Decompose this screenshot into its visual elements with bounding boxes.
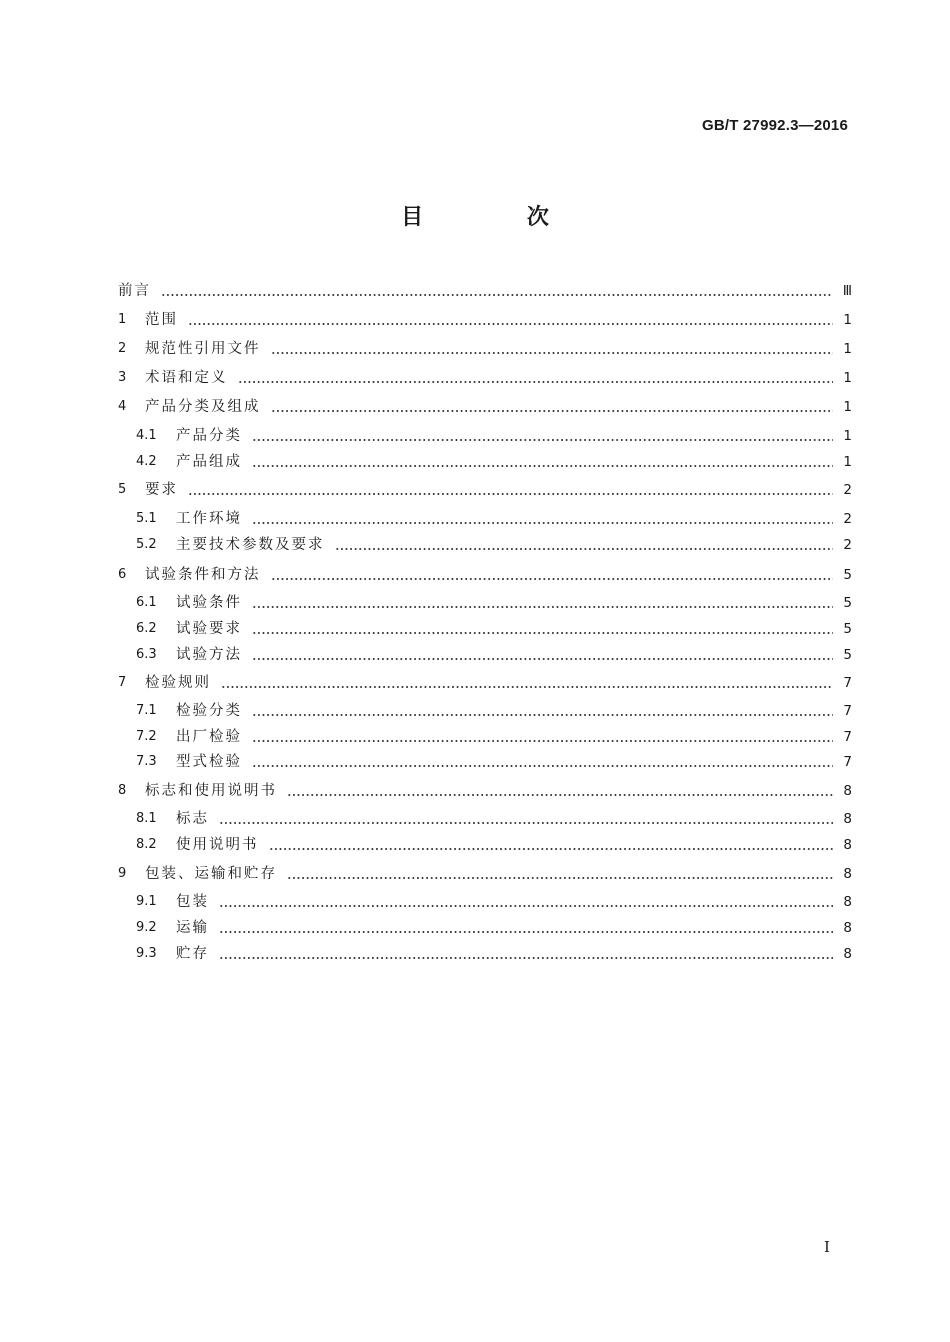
toc-entry-label: 术语和定义 [145, 370, 228, 386]
dot-leader [287, 877, 833, 879]
dot-leader [252, 439, 833, 441]
toc-entry-page: 7 [843, 675, 852, 691]
dot-leader [221, 686, 833, 688]
dot-leader [252, 740, 833, 742]
toc-entry-label: 前言 [118, 283, 151, 299]
toc-entry-page: 1 [843, 454, 852, 470]
toc-entry-label: 包装 [176, 894, 209, 910]
toc-entry-number: 5 [118, 482, 127, 497]
toc-entry-label: 试验条件和方法 [145, 567, 261, 583]
toc-entry[interactable] [118, 336, 852, 358]
toc-entry-page: 7 [843, 754, 852, 770]
toc-entry[interactable] [136, 616, 852, 638]
toc-entry[interactable] [136, 915, 852, 937]
dot-leader [287, 794, 833, 796]
toc-entry-page: 5 [843, 647, 852, 663]
dot-leader [271, 352, 834, 354]
dot-leader [271, 578, 834, 580]
dot-leader [188, 323, 833, 325]
toc-entry-number: 3 [118, 370, 127, 385]
toc-entry-label: 检验规则 [145, 675, 211, 691]
dot-leader [188, 493, 833, 495]
toc-entry-page: 1 [843, 428, 852, 444]
toc-entry[interactable] [118, 307, 852, 329]
toc-entry-label: 试验方法 [176, 647, 242, 663]
toc-entry-number: 7.1 [136, 703, 157, 718]
toc-entry-page: 8 [843, 894, 852, 910]
toc-entry-label: 贮存 [176, 946, 209, 962]
toc-entry-number: 4.1 [136, 428, 157, 443]
toc-entry-page: 2 [843, 511, 852, 527]
toc-entry-number: 4 [118, 399, 127, 414]
toc-entry-number: 8 [118, 783, 127, 798]
toc-entry[interactable] [118, 278, 852, 300]
dot-leader [252, 465, 833, 467]
toc-entry-page: 8 [843, 946, 852, 962]
toc-entry[interactable] [118, 365, 852, 387]
toc-entry-page: 5 [843, 621, 852, 637]
page-title: 目 次 [401, 205, 597, 230]
toc-entry-number: 5.2 [136, 537, 157, 552]
toc-entry-page: 8 [843, 866, 852, 882]
toc-entry-number: 7.3 [136, 754, 157, 769]
dot-leader [252, 765, 833, 767]
toc-entry-number: 4.2 [136, 454, 157, 469]
footer-page-number: I [824, 1238, 830, 1256]
toc-entry[interactable] [118, 778, 852, 800]
toc-entry[interactable] [136, 749, 852, 771]
toc-entry-page: 7 [843, 703, 852, 719]
dot-leader [252, 658, 833, 660]
toc-entry[interactable] [136, 806, 852, 828]
dot-leader [219, 957, 833, 959]
toc-entry-page: 8 [843, 783, 852, 799]
toc-entry-label: 规范性引用文件 [145, 341, 261, 357]
toc-entry-label: 主要技术参数及要求 [176, 537, 325, 553]
toc-entry-page: 1 [843, 399, 852, 415]
toc-entry-page: 1 [843, 370, 852, 386]
toc-entry[interactable] [136, 832, 852, 854]
toc-entry[interactable] [136, 724, 852, 746]
dot-leader [252, 522, 833, 524]
toc-entry-number: 7 [118, 675, 127, 690]
dot-leader [252, 606, 833, 608]
toc-entry-number: 8.2 [136, 837, 157, 852]
toc-entry[interactable] [118, 477, 852, 499]
toc-entry-page: Ⅲ [842, 283, 852, 299]
toc-entry-label: 标志和使用说明书 [145, 783, 277, 799]
toc-entry-label: 要求 [145, 482, 178, 498]
toc-entry[interactable] [136, 889, 852, 911]
toc-entry-number: 9.2 [136, 920, 157, 935]
toc-entry-number: 6.3 [136, 647, 157, 662]
dot-leader [335, 548, 834, 550]
toc-entry-number: 2 [118, 341, 127, 356]
dot-leader [269, 848, 834, 850]
toc-entry-number: 6.2 [136, 621, 157, 636]
toc-entry-number: 6.1 [136, 595, 157, 610]
toc-entry[interactable] [136, 698, 852, 720]
toc-entry-label: 型式检验 [176, 754, 242, 770]
toc-entry-label: 检验分类 [176, 703, 242, 719]
dot-leader [219, 905, 833, 907]
toc-entry-page: 1 [843, 341, 852, 357]
toc-entry-number: 7.2 [136, 729, 157, 744]
toc-entry-number: 5.1 [136, 511, 157, 526]
toc-entry[interactable] [118, 861, 852, 883]
toc-entry-label: 试验条件 [176, 595, 242, 611]
toc-entry-page: 2 [843, 537, 852, 553]
standard-code: GB/T 27992.3—2016 [702, 117, 848, 134]
toc-entry-label: 产品分类 [176, 428, 242, 444]
toc-entry[interactable] [118, 394, 852, 416]
toc-entry-number: 9.3 [136, 946, 157, 961]
toc-entry[interactable] [136, 941, 852, 963]
dot-leader [161, 294, 833, 296]
toc-entry-page: 5 [843, 595, 852, 611]
toc-entry-page: 8 [843, 920, 852, 936]
toc-entry-label: 出厂检验 [176, 729, 242, 745]
dot-leader [271, 410, 834, 412]
toc-entry-page: 7 [843, 729, 852, 745]
toc-entry[interactable] [136, 506, 852, 528]
toc-entry-label: 标志 [176, 811, 209, 827]
toc-entry[interactable] [136, 532, 852, 554]
toc-entry[interactable] [118, 670, 852, 692]
toc-entry-label: 产品组成 [176, 454, 242, 470]
toc-entry-label: 运输 [176, 920, 209, 936]
toc-entry-page: 2 [843, 482, 852, 498]
toc-entry[interactable] [136, 590, 852, 612]
dot-leader [252, 632, 833, 634]
toc-entry-label: 产品分类及组成 [145, 399, 261, 415]
toc-entry[interactable] [136, 642, 852, 664]
toc-entry[interactable] [118, 562, 852, 584]
toc-entry-page: 1 [843, 312, 852, 328]
toc-entry-number: 9 [118, 866, 127, 881]
dot-leader [252, 714, 833, 716]
toc-entry-number: 1 [118, 312, 127, 327]
toc-entry-page: 5 [843, 567, 852, 583]
toc-entry-label: 试验要求 [176, 621, 242, 637]
toc-entry[interactable] [136, 449, 852, 471]
toc-entry-label: 工作环境 [176, 511, 242, 527]
toc-entry-label: 使用说明书 [176, 837, 259, 853]
dot-leader [238, 381, 834, 383]
toc-entry-number: 9.1 [136, 894, 157, 909]
toc-entry-number: 6 [118, 567, 127, 582]
toc-entry-label: 范围 [145, 312, 178, 328]
toc-entry-label: 包装、运输和贮存 [145, 866, 277, 882]
dot-leader [219, 931, 833, 933]
toc-entry-page: 8 [843, 811, 852, 827]
toc-entry-page: 8 [843, 837, 852, 853]
toc-entry-number: 8.1 [136, 811, 157, 826]
toc-entry[interactable] [136, 423, 852, 445]
dot-leader [219, 822, 833, 824]
